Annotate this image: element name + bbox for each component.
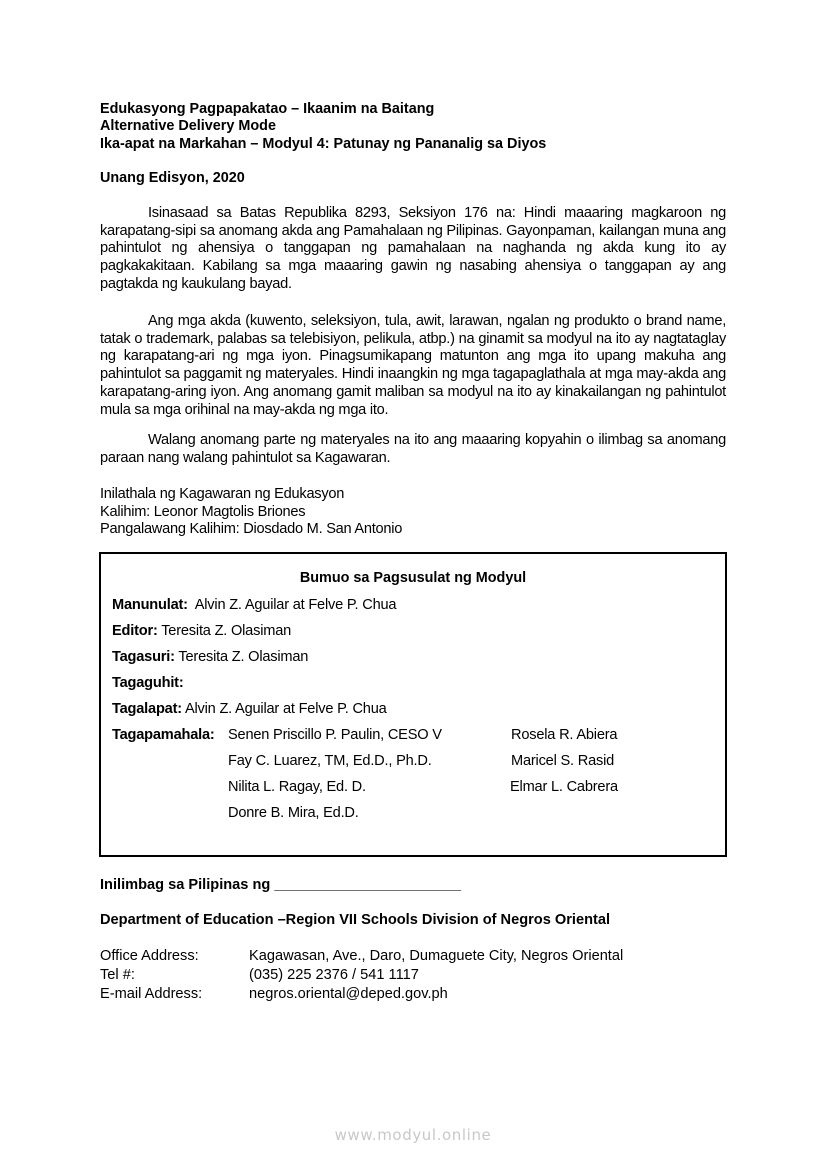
credit-label: Tagasuri: [112, 649, 175, 665]
undersecretary-line: Pangalawang Kalihim: Diosdado M. San Antonio [100, 521, 403, 538]
credits-title: Bumuo sa Pagsusulat ng Modyul [299, 570, 527, 586]
manager-name: Nilita L. Ragay, Ed. D. [228, 779, 366, 795]
email-label: E-mail Address: [100, 986, 203, 1002]
delivery-mode: Alternative Delivery Mode [100, 118, 276, 135]
publisher-line: Inilathala ng Kagawaran ng Edukasyon [100, 486, 345, 502]
deped-division-heading: Department of Education –Region VII Schools Division of Negros Oriental [100, 912, 611, 928]
email-value: negros.oriental@deped.gov.ph [249, 986, 448, 1002]
watermark: www.modyul.online [334, 1126, 492, 1144]
credit-reviewer [112, 649, 308, 666]
manager-name: Senen Priscillo P. Paulin, CESO V [228, 727, 442, 743]
telephone-value: (035) 225 2376 / 541 1117 [249, 967, 419, 983]
module-title-block [100, 101, 726, 153]
publisher-block [100, 486, 402, 539]
credit-value: Teresita Z. Olasiman [174, 649, 309, 665]
credit-label: Tagalapat: [112, 701, 182, 717]
printed-in-line: Inilimbag sa Pilipinas ng _______________________ [100, 877, 462, 893]
credit-value: Teresita Z. Olasiman [157, 623, 292, 639]
secretary-line: Kalihim: Leonor Magtolis Briones [100, 503, 306, 520]
credit-illustrator [112, 675, 184, 692]
credit-value: Alvin Z. Aguilar at Felve P. Chua [181, 701, 387, 717]
copyright-paragraph-3: Walang anomang parte ng materyales na ito ang maaaring kopyahin o ilimbag sa anomang paraan nang walang pahintulot sa Kagawaran. [100, 432, 726, 466]
credit-layout [112, 701, 387, 718]
telephone-label: Tel #: [100, 967, 135, 983]
edition-label: Unang Edisyon, 2020 [100, 170, 245, 186]
credit-editor [112, 623, 291, 640]
copyright-paragraph-1: Isinasaad sa Batas Republika 8293, Seksiyon 176 na: Hindi maaaring magkaroon ng karapatang-sipi sa anomang akda ang Pamahalaan ng Pilipinas. Gayonpaman, kailangan muna ang pahintulot ng ahensiya o tanggapan ng pamahalaan na naghanda ng akda kung ito ay pagkakakitaan. Kabilang sa mga maaaring gawin ng nasabing ahensiya o tanggapan ay ang pagtakda ng kaukulang bayad. [100, 205, 726, 292]
manager-name: Elmar L. Cabrera [510, 779, 618, 795]
manager-name: Donre B. Mira, Ed.D. [228, 805, 359, 821]
module-quarter-title: Ika-apat na Markahan – Modyul 4: Patunay ng Pananalig sa Diyos [100, 135, 547, 152]
copyright-paragraph-2: Ang mga akda (kuwento, seleksiyon, tula, awit, larawan, ngalan ng produkto o brand name, tatak o trademark, palabas sa telebisiyon, pelikula, atbp.) na ginamit sa modyul na ito ay nagtataglay ng karapatang-ari ng mga iyon. Pinagsumikapang matunton ang mga ito upang makuha ang pahintulot sa paggamit ng materyales. Hindi inaangkin ng mga tagapaglathala at mga may-akda ang karapatang-aring iyon. Ang anomang gamit maliban sa modyul na ito ay kinakailangan ng pahintulot mula sa mga orihinal na may-akda ng mga ito. [100, 313, 726, 418]
manager-name: Rosela R. Abiera [511, 727, 618, 743]
credits-box [99, 552, 727, 857]
credit-label: Editor: [112, 623, 158, 639]
credit-writer [112, 597, 396, 614]
office-address-value: Kagawasan, Ave., Daro, Dumaguete City, Negros Oriental [249, 948, 624, 964]
manager-name: Maricel S. Rasid [511, 753, 615, 769]
credit-label: Manunulat: [112, 597, 188, 613]
module-subject-title: Edukasyong Pagpapakatao – Ikaanim na Baitang [100, 101, 435, 117]
credit-label: Tagapamahala: [112, 727, 215, 743]
credit-managers [112, 727, 215, 744]
manager-name: Fay C. Luarez, TM, Ed.D., Ph.D. [228, 753, 432, 769]
credit-label: Tagaguhit: [112, 675, 184, 691]
credit-value: Alvin Z. Aguilar at Felve P. Chua [187, 597, 397, 613]
office-address-label: Office Address: [100, 948, 199, 964]
